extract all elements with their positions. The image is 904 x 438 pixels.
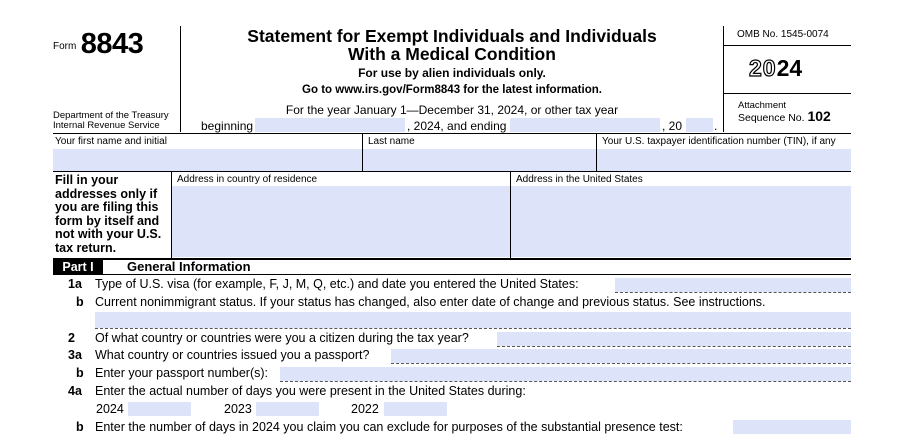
days-2023-input[interactable] — [256, 405, 319, 419]
tax-year-end-year-field[interactable] — [686, 118, 713, 132]
part1-badge — [53, 260, 103, 274]
residence-address-input[interactable] — [172, 186, 510, 257]
part1-badge-text: Part I — [62, 260, 94, 274]
excluded-days-field[interactable] — [733, 420, 851, 434]
year-2023-label: 2023 — [224, 402, 252, 416]
form-number: 8843 — [80, 28, 144, 60]
address-instruction-line: tax return. — [55, 240, 117, 255]
form-subtitle: For use by alien individuals only. — [358, 66, 546, 80]
line-2-label: Of what country or countries were you a citizen during the tax year? — [95, 331, 469, 345]
address-instruction-line: form by itself and — [55, 213, 160, 228]
line-number: 1a — [68, 277, 82, 291]
line-1b-label: Current nonimmigrant status. If your status has changed, also enter date of change and previous status. See instructions. — [95, 295, 766, 309]
omb-number: OMB No. 1545-0074 — [737, 29, 829, 40]
line-number: 2 — [68, 331, 75, 345]
attachment-line-1: Attachment — [738, 100, 787, 111]
address-instruction — [55, 174, 161, 256]
excluded-days-input[interactable] — [733, 423, 851, 437]
year-2022-label: 2022 — [351, 402, 379, 416]
nonimmigrant-status-field[interactable] — [95, 312, 851, 328]
line-number: b — [76, 420, 84, 434]
days-2023-field[interactable] — [256, 402, 319, 416]
line-3b-label: Enter your passport number(s): — [95, 366, 268, 380]
line-number: b — [76, 366, 84, 380]
year-prefix: 20 — [749, 55, 777, 81]
year-2024-label: 2024 — [96, 402, 124, 416]
irs-link-line: Go to www.irs.gov/Form8843 for the latest information. — [302, 84, 602, 96]
line-4b-label: Enter the number of days in 2024 you claim you can exclude for purposes of the substantial presence test: — [95, 420, 683, 434]
comma-20-label: , 20 — [662, 119, 683, 133]
line-1a-label: Type of U.S. visa (for example, F, J, M, Q, etc.) and date you entered the United States: — [95, 277, 579, 291]
citizenship-field[interactable] — [497, 332, 851, 346]
days-2022-field[interactable] — [384, 402, 447, 416]
and-ending-label: , 2024, and ending — [407, 119, 507, 133]
address-instruction-line: not with your U.S. — [55, 227, 162, 242]
first-name-field[interactable] — [53, 149, 362, 171]
dept-line-1: Department of the Treasury — [53, 110, 169, 121]
first-name-label: Your first name and initial — [55, 136, 167, 147]
attachment-line-2 — [738, 108, 831, 124]
dept-line-2: Internal Revenue Service — [53, 120, 160, 131]
us-address-input[interactable] — [511, 186, 851, 257]
us-address-label: Address in the United States — [516, 174, 643, 185]
year-suffix: 24 — [776, 55, 803, 81]
residence-address-field[interactable] — [172, 186, 510, 257]
us-address-field[interactable] — [511, 186, 851, 257]
form-prefix: Form — [53, 41, 77, 52]
last-name-label: Last name — [368, 136, 415, 147]
line-number: 3a — [68, 348, 82, 362]
form-number-block — [53, 28, 143, 61]
tax-year-badge — [749, 55, 802, 82]
passport-country-field[interactable] — [391, 349, 851, 363]
days-2024-input[interactable] — [128, 405, 191, 419]
address-instruction-line: you are filing this — [55, 200, 159, 215]
first-name-input[interactable] — [53, 149, 362, 171]
tax-year-begin-field[interactable] — [255, 118, 405, 132]
sequence-number: 102 — [807, 108, 831, 124]
tin-field[interactable] — [597, 149, 851, 171]
line-number: b — [76, 295, 84, 309]
days-2024-field[interactable] — [128, 402, 191, 416]
part1-title: General Information — [127, 259, 251, 274]
line-4a-label: Enter the actual number of days you were present in the United States during: — [95, 384, 526, 398]
tax-year-line: For the year January 1—December 31, 2024, or other tax year — [285, 103, 619, 117]
address-instruction-line: addresses only if — [55, 186, 158, 201]
form-title-line-2: With a Medical Condition — [348, 44, 556, 64]
sequence-label: Sequence No. — [738, 112, 805, 124]
line-3a-label: What country or countries issued you a passport? — [95, 348, 370, 362]
passport-number-field[interactable] — [280, 367, 851, 381]
address-instruction-line: Fill in your — [55, 173, 119, 187]
period-label: . — [714, 119, 718, 133]
tax-year-end-field[interactable] — [510, 118, 660, 132]
form-title-line-1: Statement for Exempt Individuals and Individuals — [247, 26, 657, 46]
line-number: 4a — [68, 384, 82, 398]
tin-input[interactable] — [597, 149, 851, 171]
days-2022-input[interactable] — [384, 405, 447, 419]
last-name-field[interactable] — [363, 149, 596, 171]
visa-type-field[interactable] — [615, 278, 851, 292]
tin-label: Your U.S. taxpayer identification number (TIN), if any — [602, 136, 836, 147]
beginning-label: beginning — [201, 119, 254, 133]
residence-address-label: Address in country of residence — [177, 174, 318, 185]
last-name-input[interactable] — [363, 149, 596, 171]
